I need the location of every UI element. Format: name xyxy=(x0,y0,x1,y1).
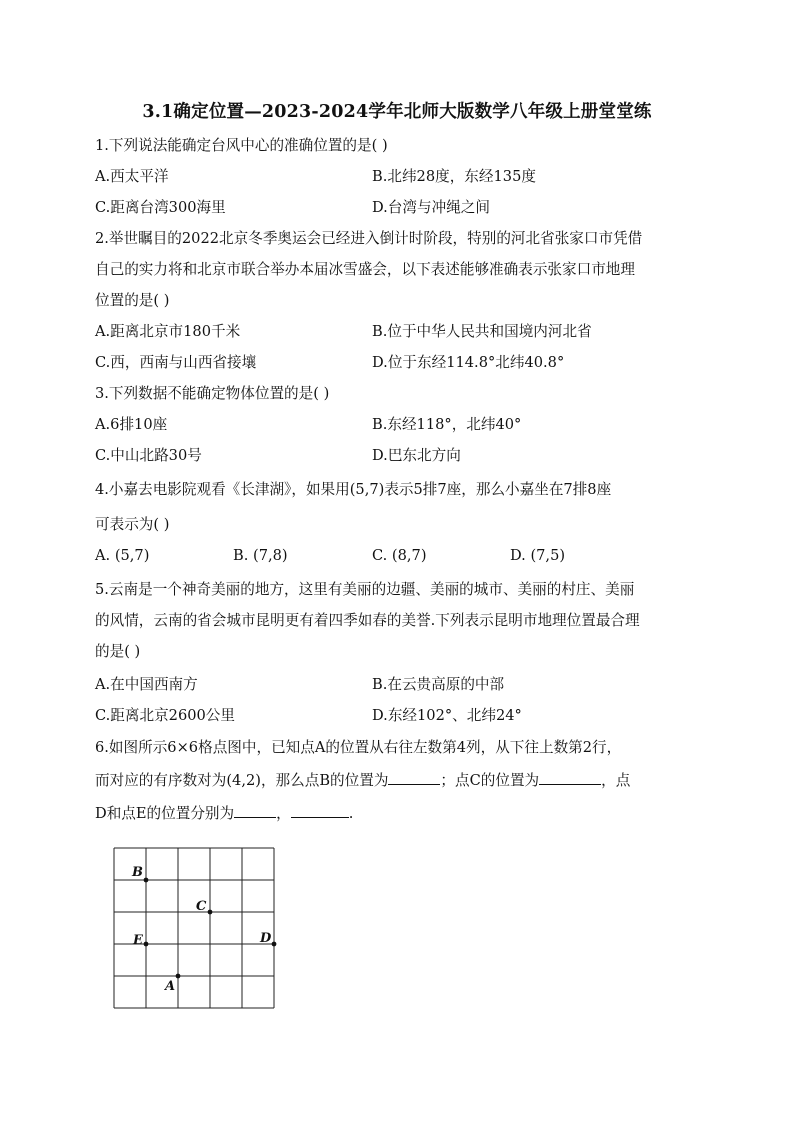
question-6-text-de: D和点E的位置分别为 xyxy=(95,805,235,822)
grid-figure xyxy=(108,842,278,1012)
question-5-stem-line-2: 的风情，云南的省会城市昆明更有着四季如春的美誉.下列表示昆明市地理位置最合理 xyxy=(95,612,640,629)
grid-figure-svg xyxy=(108,842,278,1012)
question-1-stem: 1.下列说法能确定台风中心的准确位置的是( ) xyxy=(95,137,388,154)
question-4-option-b: B. (7,8) xyxy=(233,547,288,564)
question-4-option-a: A. (5,7) xyxy=(95,547,150,564)
question-3-option-c: C.中山北路30号 xyxy=(95,447,202,464)
page-title: 3.1确定位置—2023-2024学年北师大版数学八年级上册堂堂练 xyxy=(142,102,652,122)
grid-point-d xyxy=(272,942,277,947)
question-6-stem-line-3 xyxy=(95,803,353,824)
question-6-stem-line-1: 6.如图所示6×6格点图中，已知点A的位置从右往左数第4列，从下往上数第2行， xyxy=(95,739,622,756)
grid-point-b xyxy=(144,878,149,883)
question-2-option-d: D.位于东经114.8°北纬40.8° xyxy=(372,354,565,371)
grid-point-a xyxy=(176,974,181,979)
grid-point-label-a: A xyxy=(165,979,176,994)
question-6-text-period: . xyxy=(348,805,354,822)
question-4-option-c: C. (8,7) xyxy=(372,547,427,564)
question-3-option-b: B.东经118°，北纬40° xyxy=(372,416,522,433)
answer-blank-c[interactable] xyxy=(539,770,601,785)
question-4-stem-line-1: 4.小嘉去电影院观看《长津湖》，如果用(5,7)表示5排7座，那么小嘉坐在7排8座 xyxy=(95,481,612,498)
answer-blank-d[interactable] xyxy=(234,803,276,818)
question-2-option-b: B.位于中华人民共和国境内河北省 xyxy=(372,323,592,340)
question-5-option-c: C.距离北京2600公里 xyxy=(95,707,235,724)
grid-point-label-c: C xyxy=(196,899,207,914)
question-1-option-c: C.距离台湾300海里 xyxy=(95,199,226,216)
question-2-stem-line-1: 2.举世瞩目的2022北京冬季奥运会已经进入倒计时阶段，特别的河北省张家口市凭借 xyxy=(95,230,643,247)
question-1-option-d: D.台湾与冲绳之间 xyxy=(372,199,490,216)
question-3-stem: 3.下列数据不能确定物体位置的是( ) xyxy=(95,385,330,402)
question-5-option-a: A.在中国西南方 xyxy=(95,676,198,693)
grid-point-c xyxy=(208,910,213,915)
grid-point-label-b: B xyxy=(132,865,143,880)
question-4-option-d: D. (7,5) xyxy=(510,547,566,564)
answer-blank-b[interactable] xyxy=(388,770,440,785)
question-2-option-c: C.西，西南与山西省接壤 xyxy=(95,354,257,371)
question-3-option-a: A.6排10座 xyxy=(95,416,168,433)
question-6-text-b: 而对应的有序数对为(4,2)，那么点B的位置为 xyxy=(95,772,389,789)
question-5-stem-line-1: 5.云南是一个神奇美丽的地方，这里有美丽的边疆、美丽的城市、美丽的村庄、美丽 xyxy=(95,581,635,598)
question-1-option-b: B.北纬28度，东经135度 xyxy=(372,168,536,185)
question-2-option-a: A.距离北京市180千米 xyxy=(95,323,241,340)
question-6-stem-line-2 xyxy=(95,770,630,791)
question-5-option-d: D.东经102°、北纬24° xyxy=(372,707,522,724)
question-5-option-b: B.在云贵高原的中部 xyxy=(372,676,505,693)
question-6-text-comma: ， xyxy=(276,805,291,822)
question-6-text-c: ；点C的位置为 xyxy=(440,772,540,789)
grid-point-label-e: E xyxy=(133,933,143,948)
question-4-stem-line-2: 可表示为( ) xyxy=(95,516,170,533)
grid-point-e xyxy=(144,942,149,947)
grid-point-label-d: D xyxy=(260,931,272,946)
question-6-text-point: ，点 xyxy=(601,772,631,789)
question-5-stem-line-3: 的是( ) xyxy=(95,643,141,660)
answer-blank-e[interactable] xyxy=(291,803,349,818)
question-1-option-a: A.西太平洋 xyxy=(95,168,169,185)
question-3-option-d: D.巴东北方向 xyxy=(372,447,461,464)
question-2-stem-line-2: 自己的实力将和北京市联合举办本届冰雪盛会，以下表述能够准确表示张家口市地理 xyxy=(95,261,635,278)
question-2-stem-line-3: 位置的是( ) xyxy=(95,292,170,309)
